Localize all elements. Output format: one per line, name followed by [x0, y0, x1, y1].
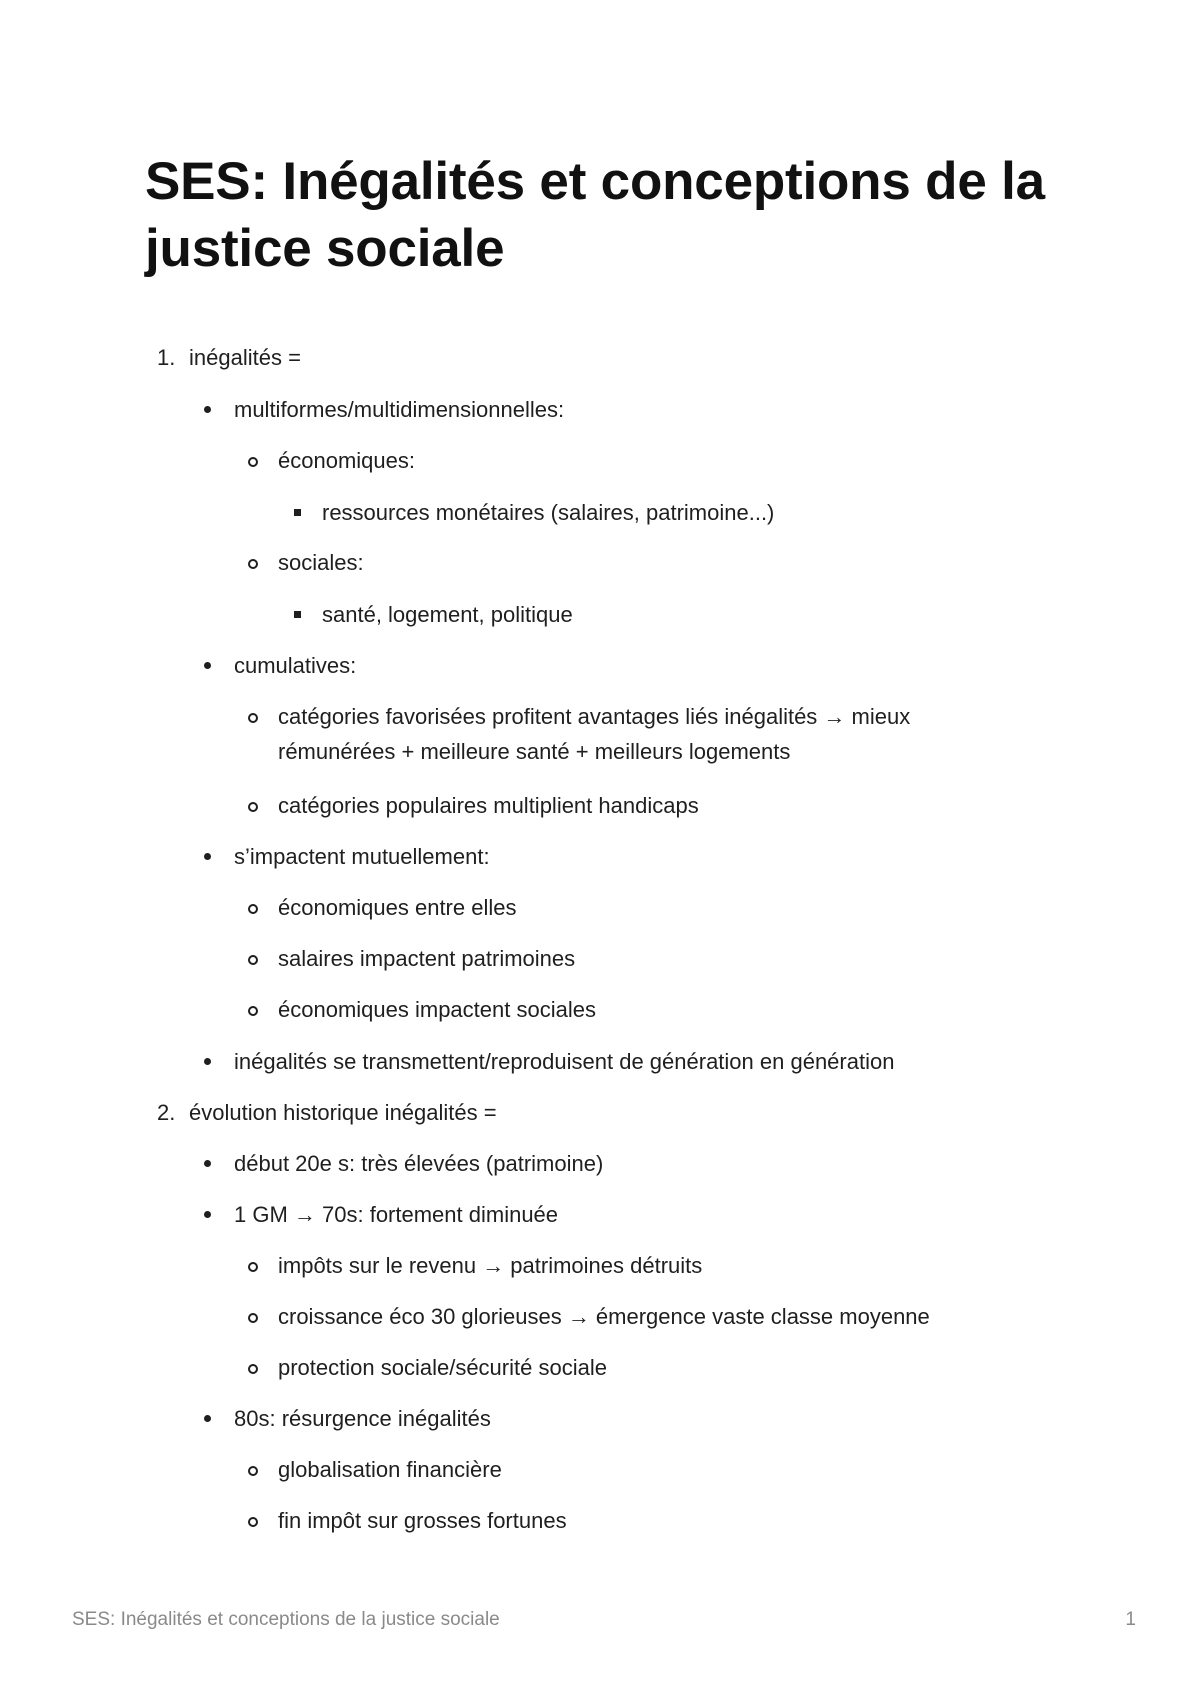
list-item: globalisation financière: [278, 1457, 502, 1482]
list-item: cumulatives:: [234, 653, 357, 678]
bullet-circle-icon: [248, 713, 258, 723]
list-number: 2.: [157, 1100, 176, 1125]
footer-title: SES: Inégalités et conceptions de la justice sociale: [72, 1609, 500, 1630]
list-item: croissance éco 30 glorieuses → émergence vaste classe moyenne: [278, 1304, 930, 1329]
bullet-circle-icon: [248, 1006, 258, 1016]
bullet-circle-icon: [248, 559, 258, 569]
bullet-circle-icon: [248, 1364, 258, 1374]
list-item: 1 GM → 70s: fortement diminuée: [234, 1202, 559, 1227]
bullet-circle-icon: [248, 1262, 258, 1272]
bullet-disc-icon: [204, 1058, 211, 1065]
bullet-disc-icon: [204, 1415, 211, 1422]
bullet-disc-icon: [204, 662, 211, 669]
bullet-disc-icon: [204, 406, 211, 413]
bullet-square-icon: [294, 509, 301, 516]
bullet-circle-icon: [248, 955, 258, 965]
bullet-circle-icon: [248, 1466, 258, 1476]
list-item: impôts sur le revenu → patrimoines détruits: [278, 1253, 703, 1278]
bullet-circle-icon: [248, 1517, 258, 1527]
bullet-circle-icon: [248, 904, 258, 914]
list-item: catégories favorisées profitent avantages liés inégalités → mieux rémunérées + meilleure santé + meilleurs logements: [278, 704, 911, 764]
list-item: sociales:: [278, 550, 364, 575]
list-item: protection sociale/sécurité sociale: [278, 1355, 607, 1380]
list-item: début 20e s: très élevées (patrimoine): [234, 1151, 604, 1176]
list-item: 80s: résurgence inégalités: [234, 1406, 491, 1431]
page-number: 1: [1125, 1609, 1136, 1630]
list-item: fin impôt sur grosses fortunes: [278, 1508, 567, 1533]
bullet-disc-icon: [204, 853, 211, 860]
list-item: économiques entre elles: [278, 895, 517, 920]
list-item: multiformes/multidimensionnelles:: [234, 397, 565, 422]
list-number: 1.: [157, 345, 176, 370]
document-title: SES: Inégalités et conceptions de la justice sociale: [145, 152, 1045, 278]
bullet-disc-icon: [204, 1160, 211, 1167]
section-heading: évolution historique inégalités =: [189, 1100, 497, 1125]
bullet-square-icon: [294, 611, 301, 618]
list-item: économiques impactent sociales: [278, 997, 596, 1022]
list-item: catégories populaires multiplient handicaps: [278, 793, 699, 818]
bullet-circle-icon: [248, 1313, 258, 1323]
list-item: s’impactent mutuellement:: [234, 844, 490, 869]
list-item: ressources monétaires (salaires, patrimoine...): [322, 500, 775, 525]
list-item: inégalités se transmettent/reproduisent de génération en génération: [234, 1049, 895, 1074]
bullet-disc-icon: [204, 1211, 211, 1218]
list-item: salaires impactent patrimoines: [278, 946, 576, 971]
section-heading: inégalités =: [189, 345, 301, 370]
bullet-circle-icon: [248, 457, 258, 467]
list-item: économiques:: [278, 448, 415, 473]
bullet-circle-icon: [248, 802, 258, 812]
list-item: santé, logement, politique: [322, 602, 573, 627]
